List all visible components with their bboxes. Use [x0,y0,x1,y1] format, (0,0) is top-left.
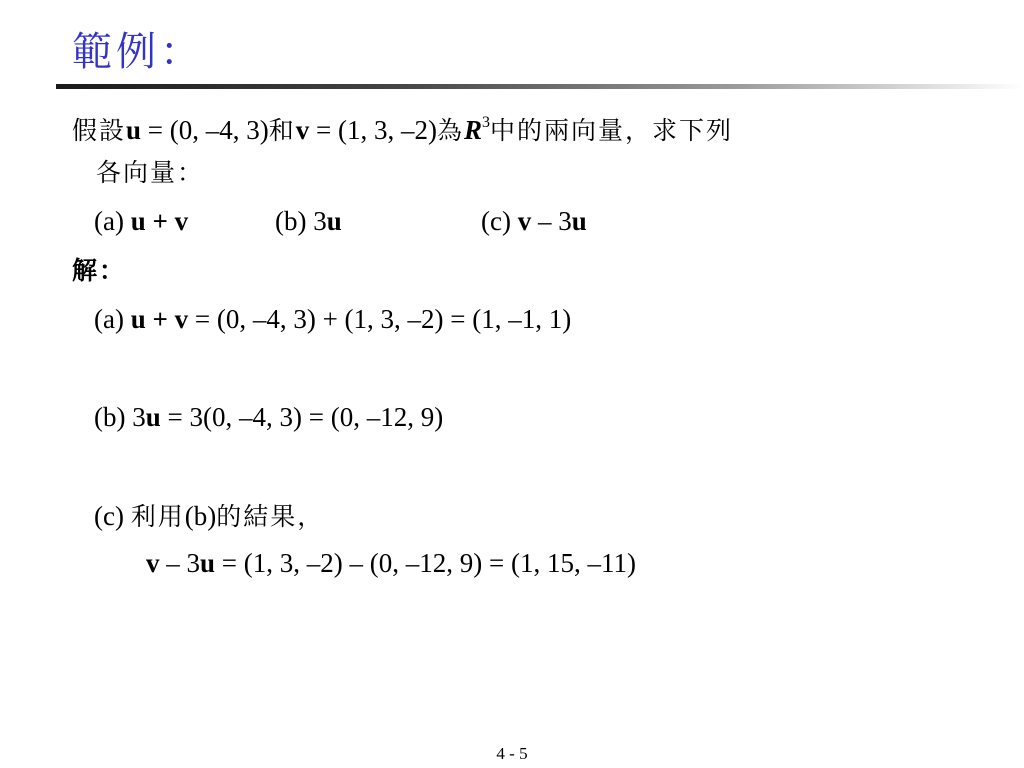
solution-a-bold: u + v [130,304,189,334]
problem-tail: 中的兩向量，求下列 [490,116,734,145]
solution-a-rest: = (0, –4, 3) + (1, 3, –2) = (1, –1, 1) [188,304,572,334]
part-b [275,208,342,235]
vector-v-value: = (1, 3, –2) [309,115,437,145]
solution-a [94,306,571,333]
solution-c-equation [146,550,636,577]
part-a-expr: u + v [130,206,189,236]
space-label: R [464,115,483,145]
part-a [94,208,188,235]
vector-v-label: v [295,115,310,145]
title-divider [56,84,1024,89]
solution-b-rest: = 3(0, –4, 3) = (0, –12, 9) [160,402,444,432]
solution-c [94,503,324,530]
problem-as: 為 [437,116,465,145]
space-exponent: 3 [482,114,491,131]
solution-c-mid: – 3 [159,548,200,578]
part-c [481,208,587,235]
vector-u-value: = (0, –4, 3) [141,115,269,145]
problem-line-2 [96,159,204,186]
solution-a-prefix: (a) [94,304,131,334]
slide-title: 範例： [72,29,204,75]
part-c-u: u [571,206,587,236]
problem-line-1 [72,114,734,145]
solution-c-rest: = (1, 3, –2) – (0, –12, 9) = (1, 15, –11) [215,548,636,578]
part-b-prefix: (b) 3 [275,206,327,236]
part-c-v: v [517,206,532,236]
part-b-expr: u [326,206,342,236]
solution-c-cjk-b: 的結果， [216,502,325,531]
part-c-mid: – 3 [531,206,572,236]
solution-heading [72,257,126,284]
solution-b-prefix: (b) 3 [94,402,146,432]
problem-intro: 假設 [72,116,127,145]
solution-b [94,404,443,431]
solution-c-prefix: (c) [94,501,131,531]
solution-heading-text: 解： [72,256,127,285]
solution-b-bold: u [145,402,161,432]
part-a-prefix: (a) [94,206,131,236]
solution-c-v: v [146,548,160,578]
problem-and: 和 [268,116,296,145]
problem-line-2-text: 各向量： [96,158,205,187]
page-number: 4 - 5 [496,744,528,763]
solution-c-cjk-a: 利用 [130,502,185,531]
solution-c-u: u [200,548,216,578]
solution-c-ref: (b) [184,501,217,531]
part-c-prefix: (c) [481,206,518,236]
vector-u-label: u [126,115,142,145]
